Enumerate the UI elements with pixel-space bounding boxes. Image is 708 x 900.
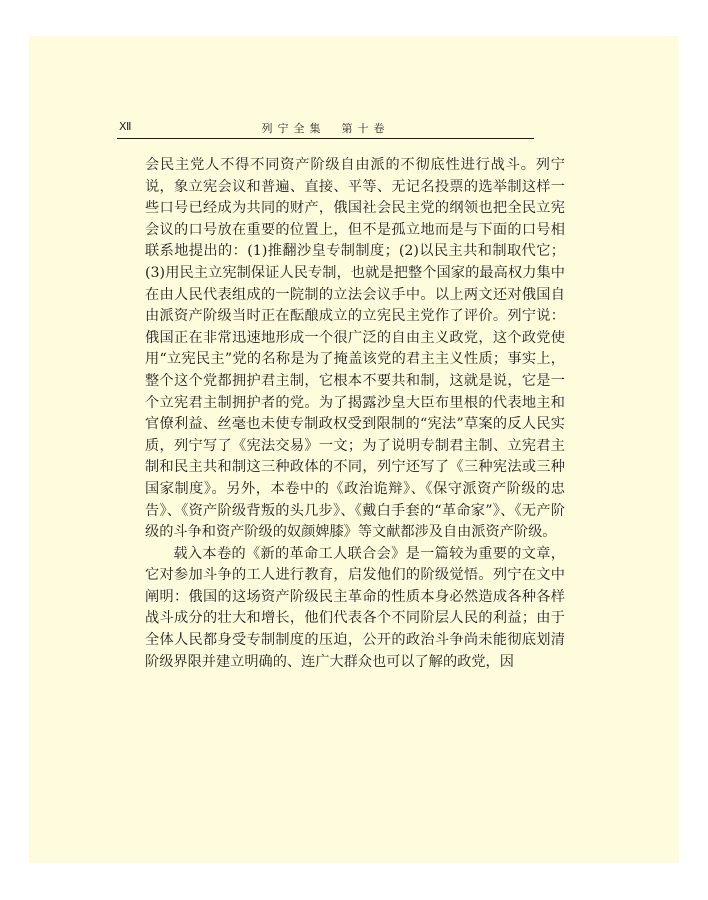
page-number: Ⅻ [119,121,132,133]
page-header [117,118,534,139]
body-text [145,155,565,673]
running-title: 列宁全集 第十卷 [261,122,390,135]
paragraph-2: 载入本卷的《新的革命工人联合会》是一篇较为重要的文章，它对参加斗争的工人进行教育，启发他们的阶级觉悟。列宁在文中阐明：俄国的这场资产阶级民主革命的性质本身必然造成各种各样战斗成分的壮大和增长，他们代表各个不同阶层人民的利益；由于全体人民都身受专制制度的压迫，公开的政治斗争尚未能彻底划清阶级界限并建立明确的、连广大群众也可以了解的政党，因 [145,545,565,670]
paragraph-1: 会民主党人不得不同资产阶级自由派的不彻底性进行战斗。列宁说，象立宪会议和普遍、直接、平等、无记名投票的选举制这样一些口号已经成为共同的财产，俄国社会民主党的纲领也把全民立宪会议的口号放在重要的位置上，但不是孤立地而是与下面的口号相联系地提出的：(1)推翻沙皇专制制度；(2)以民主共和制取代它；(3)用民主立宪制保证人民专制，也就是把整个国家的最高权力集中在由人民代表组成的一院制的立法会议手中。以上两文还对俄国自由派资产阶级当时正在酝酿成立的立宪民主党作了评价。列宁说：俄国正在非常迅速地形成一个很广泛的自由主义政党，这个政党使用“立宪民主”党的名称是为了掩盖该党的君主主义性质；事实上，整个这个党都拥护君主制，它根本不要共和制，这就是说，它是一个立宪君主制拥护者的党。为了揭露沙皇大臣布里根的代表地主和官僚利益、丝毫也未使专制政权受到限制的“宪法”草案的反人民实质，列宁写了《宪法交易》一文；为了说明专制君主制、立宪君主制和民主共和制这三种政体的不同，列宁还写了《三种宪法或三种国家制度》。另外，本卷中的《政治诡辩》、《保守派资产阶级的忠告》、《资产阶级背叛的头几步》、《戴白手套的“革命家”》、《无产阶级的斗争和资产阶级的奴颜婢膝》等文献都涉及自由派资产阶级。 [145,157,565,541]
